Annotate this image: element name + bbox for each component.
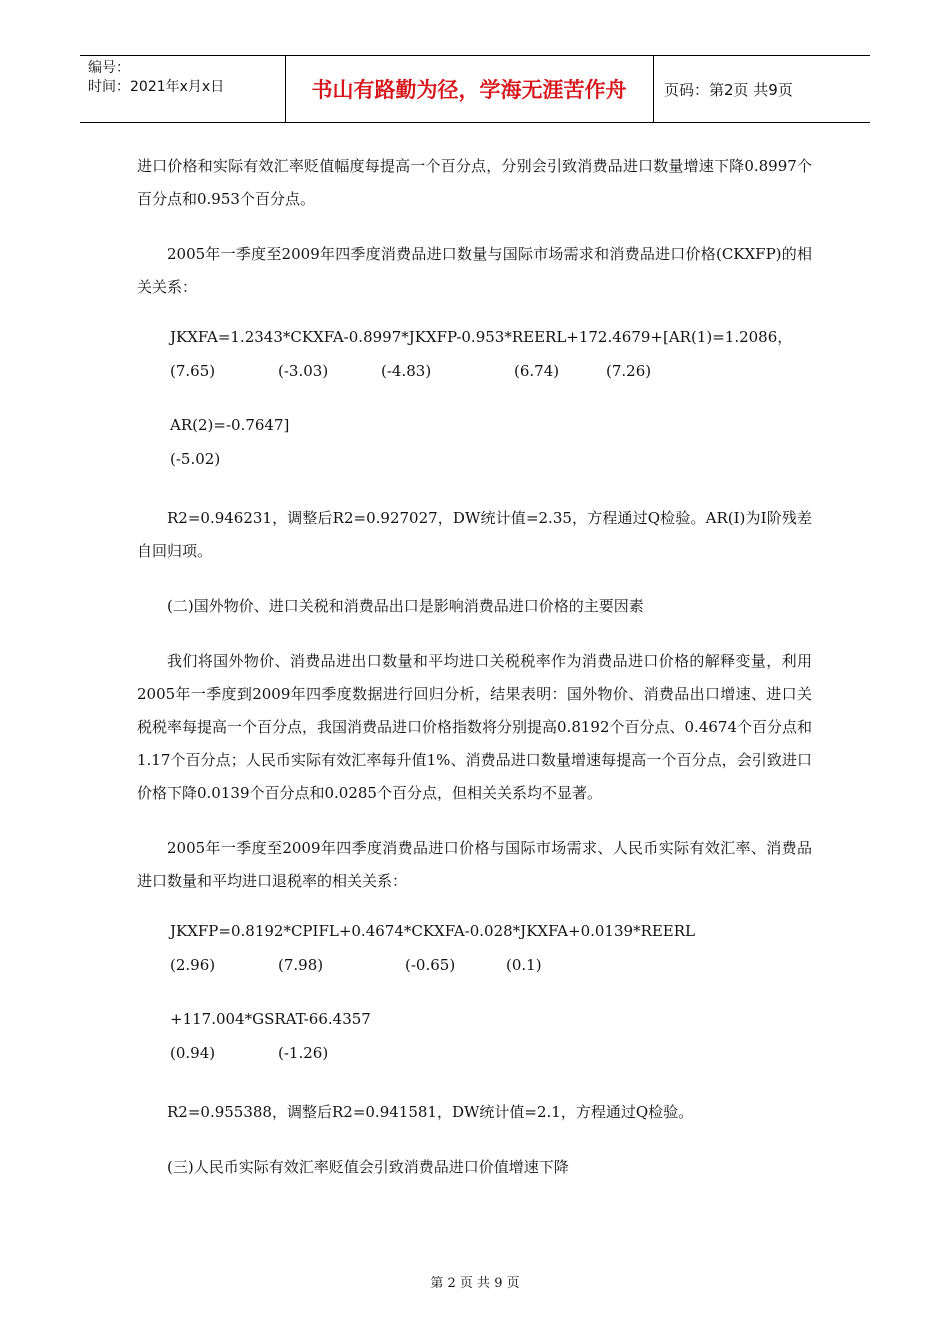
t-statistic: (7.98): [278, 956, 324, 974]
t-statistic: (-0.65): [405, 956, 456, 974]
document-body: [137, 150, 812, 1206]
equation: +117.004*GSRAT-66.4357: [170, 1010, 371, 1028]
document-number-label: 编号：: [88, 60, 130, 76]
t-statistic: (2.96): [170, 956, 216, 974]
header-page-label: 页码：第2页 共9页: [664, 80, 793, 99]
t-statistic: (-1.26): [278, 1044, 329, 1062]
header-divider: [653, 56, 654, 122]
t-statistic: (6.74): [514, 362, 560, 380]
paragraph: 2005年一季度至2009年四季度消费品进口价格与国际市场需求、人民币实际有效汇率、消费品进口数量和平均进口退税率的相关关系：: [137, 839, 812, 890]
t-statistic: (-5.02): [170, 450, 221, 468]
equation: JKXFP=0.8192*CPIFL+0.4674*CKXFA-0.028*JKXFA+0.0139*REERL: [170, 922, 696, 940]
t-statistic: (-4.83): [381, 362, 432, 380]
t-statistic: (0.1): [506, 956, 542, 974]
t-statistic: (7.26): [606, 362, 652, 380]
equation: JKXFA=1.2343*CKXFA-0.8997*JKXFP-0.953*REERL+172.4679+[AR(1)=1.2086，: [170, 328, 793, 346]
paragraph: 进口价格和实际有效汇率贬值幅度每提高一个百分点，分别会引致消费品进口数量增速下降0.8997个百分点和0.953个百分点。: [137, 157, 812, 208]
coefficient-row: [137, 1040, 812, 1074]
t-statistic: (-3.03): [278, 362, 329, 380]
page-header: [80, 55, 870, 123]
equation: AR(2)=-0.7647]: [170, 416, 290, 434]
document-time-label: 时间：2021年x月x日: [88, 79, 225, 95]
header-motto: 书山有路勤为径，学海无涯苦作舟: [311, 78, 627, 102]
section-heading: (三)人民币实际有效汇率贬值会引致消费品进口价值增速下降: [167, 1158, 569, 1176]
coefficient-row: [137, 446, 812, 480]
t-statistic: (0.94): [170, 1044, 216, 1062]
paragraph: 2005年一季度至2009年四季度消费品进口数量与国际市场需求和消费品进口价格(CKXFP)的相关关系：: [137, 245, 812, 296]
coefficient-row: [137, 358, 812, 392]
header-meta: [88, 59, 224, 97]
page-footer: 第 2 页 共 9 页: [430, 1276, 520, 1291]
paragraph: R2=0.955388，调整后R2=0.941581，DW统计值=2.1，方程通过Q检验。: [167, 1103, 694, 1121]
section-heading: (二)国外物价、进口关税和消费品出口是影响消费品进口价格的主要因素: [167, 597, 644, 615]
t-statistic: (7.65): [170, 362, 216, 380]
coefficient-row: [137, 952, 812, 986]
paragraph: 我们将国外物价、消费品进出口数量和平均进口关税税率作为消费品进口价格的解释变量，利用2005年一季度到2009年四季度数据进行回归分析，结果表明：国外物价、消费品出口增速、进口关税税率每提高一个百分点，我国消费品进口价格指数将分别提高0.8192个百分点、0.4674个百分点和1.17个百分点；人民币实际有效汇率每升值1%、消费品进口数量增速每提高一个百分点，会引致进口价格下降0.0139个百分点和0.0285个百分点，但相关关系均不显著。: [137, 652, 812, 802]
paragraph: R2=0.946231，调整后R2=0.927027，DW统计值=2.35，方程通过Q检验。AR(I)为I阶残差自回归项。: [137, 509, 812, 560]
